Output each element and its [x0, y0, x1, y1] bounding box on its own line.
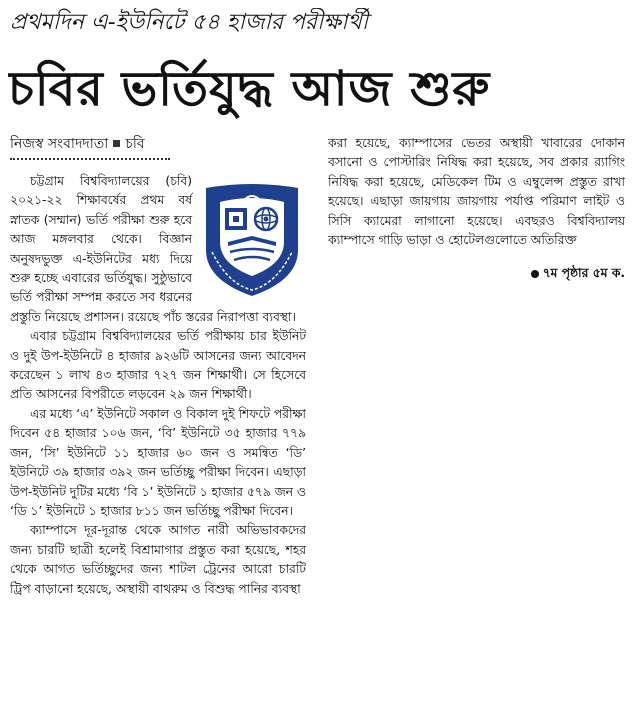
article-headline: চবির ভর্তিযুদ্ধ আজ শুরু [8, 61, 491, 117]
article-column-1 [10, 172, 306, 720]
university-seal-icon [198, 180, 306, 300]
article-byline [10, 134, 310, 154]
article-paragraph-4b: করা হয়েছে, ক্যাম্পাসের ভেতর অস্থায়ী খাবারের দোকান বসানো ও পোস্টারিং নিষিদ্ধ করা হয়েছে, সব প্রকার র‌্যাগিং নিষিদ্ধ করা হয়েছে, মেডিকেল টিম ও এম্বুলেন্স প্রস্তুত রাখা হয়েছে। এছাড়া জায়গায় জায়গায় পর্যাপ্ত পরিমাণ লাইট ও সিসি ক্যামেরা লাগানো হয়েছে। এবছরও বিশ্ববিদ্যালয় ক্যাম্পাসে গাড়ি ভাড়া ও হোটেলগুলোতে অতিরিক্ত [328, 136, 625, 248]
bullet-icon [531, 270, 539, 278]
article-paragraph-1: চট্টগ্রাম বিশ্ববিদ্যালয়ের (চবি) ২০২১-২২ শিক্ষাবর্ষের প্রথম বর্ষ স্নাতক (সম্মান) ভর্তি পরীক্ষা শুরু হবে আজ মঙ্গলবার থেকে। বিজ্ঞান অনুষদভুক্ত এ-ইউনিটের মধ্য দিয়ে শুরু হচ্ছে এবারের ভর্তিযুদ্ধ। সুষ্ঠুভাবে ভর্তি পরীক্ষা সম্পন্ন করতে সব ধরনের প্রস্তুতি নিয়েছে প্রশাসন। রয়েছে পাঁচ স্তরের নিরাপত্তা ব্যবস্থা। [10, 172, 306, 327]
article-paragraph-3: এর মধ্যে ‘এ’ ইউনিটে সকাল ও বিকাল দুই শিফটে পরীক্ষা দিবেন ৫৪ হাজার ১০৬ জন, ‘বি’ ইউনিটে ৩৫ হাজার ৭৭৯ জন, ‘সি’ ইউনিটে ১১ হাজার ৬০ জন ও সমন্বিত ‘ডি’ ইউনিটে ৩৯ হাজার ৩৯২ জন ভর্তিচ্ছু পরীক্ষা দিবেন। এছাড়া উপ-ইউনিট দুটির মধ্যে ‘বি ১’ ইউনিটে ১ হাজার ৫৭৯ জন ও ‘ডি ১’ ইউনিটে ১ হাজার ৮১১ জন ভর্তিচ্ছু পরীক্ষা দিবেন। [10, 406, 306, 518]
article-column-2 [328, 134, 625, 284]
byline-reporter: নিজস্ব সংবাদদাতা [10, 136, 109, 152]
byline-divider [10, 158, 170, 160]
byline-location: চবি [125, 136, 145, 152]
continued-note [328, 265, 625, 285]
university-logo [198, 180, 306, 300]
square-bullet-icon [113, 140, 120, 147]
article-paragraph-2: এবার চট্টগ্রাম বিশ্ববিদ্যালয়ের ভর্তি পরীক্ষায় চার ইউনিট ও দুই উপ-ইউনিটে ৪ হাজার ৯২৬টি আসনের জন্য আবেদন করেছেন ১ লাখ ৪৩ হাজার ৭২৭ জন শিক্ষার্থী। সে হিসেবে প্রতি আসনের বিপরীতে লড়বেন ২৯ জন শিক্ষার্থী। [10, 329, 306, 402]
article-kicker: প্রথমদিন এ-ইউনিটে ৫৪ হাজার পরীক্ষার্থী [10, 10, 369, 35]
article-paragraph-4a: ক্যাম্পাসে দূর-দূরান্ত থেকে আগত নারী অভিভাবকদের জন্য চারটি ছাত্রী হলেই বিশ্রামাগার প্রস্তুত করা হয়েছে, শহর থেকে আগত ভর্তিচ্ছুদের জন্য শাটল ট্রেনের আরো চারটি ট্রিপ বাড়ানো হয়েছে, অস্থায়ী বাথরুম ও বিশুদ্ধ পানির ব্যবস্থা [10, 523, 306, 596]
continued-text: ৭ম পৃষ্ঠার ৫ম ক. [542, 266, 625, 280]
